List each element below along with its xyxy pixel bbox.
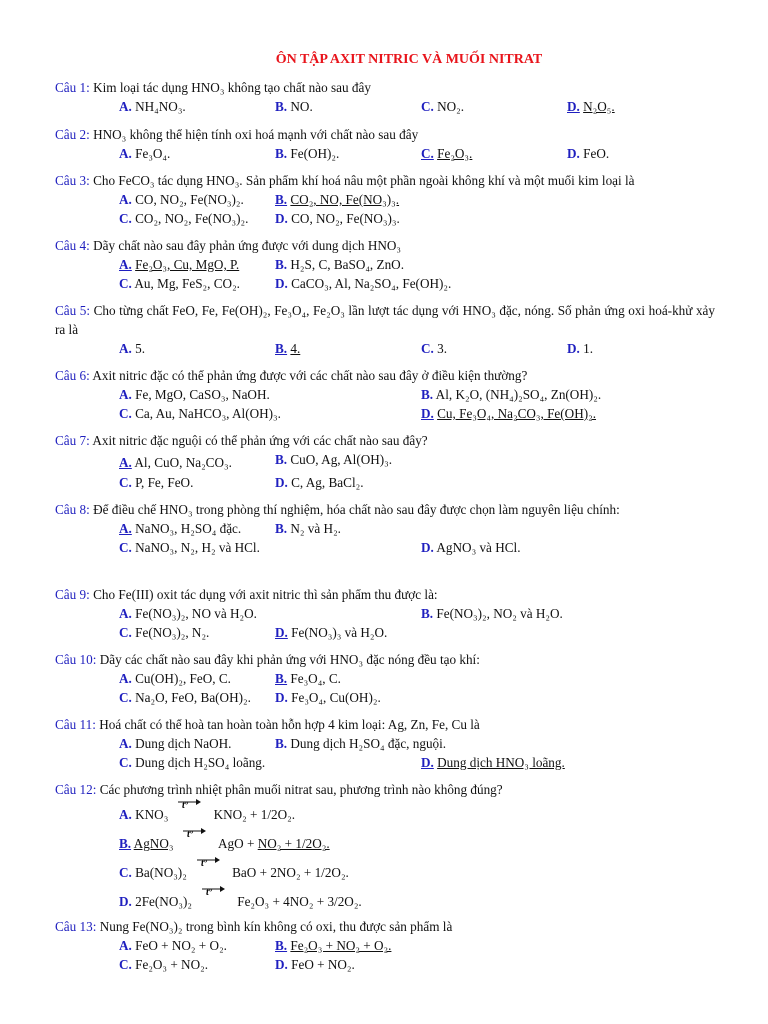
question-stem: Cho Fe(III) oxit tác dụng với axit nitric thì sản phẩm thu được là:	[93, 587, 438, 602]
option-c: C. Au, Mg, FeS₂, CO₂.	[119, 276, 240, 291]
question-13	[55, 917, 715, 974]
question-3	[55, 171, 715, 228]
option-a: A. NH₄NO₃.	[119, 99, 186, 114]
question-stem: Hoá chất có thể hoà tan hoàn toàn hỗn hợp 4 kim loại: Ag, Zn, Fe, Cu là	[99, 717, 480, 732]
option-a: A. Dung dịch NaOH.	[119, 736, 232, 751]
option-a: A. CO, NO₂, Fe(NO₃)₂.	[119, 192, 244, 207]
question-1	[55, 78, 715, 116]
option-c: C. Fe₂O₃ + NO₂.	[119, 957, 209, 972]
heat-arrow-icon	[174, 799, 204, 823]
heat-arrow-icon	[193, 857, 223, 881]
svg-text:tº: tº	[187, 828, 194, 840]
question-label: Câu 5:	[55, 303, 91, 318]
question-stem: HNO₃ không thể hiện tính oxi hoá mạnh với chất nào sau đây	[93, 127, 419, 142]
option-b: B. N₂ và H₂.	[275, 521, 341, 536]
equation-c: C. Ba(NO₃)₂ tº BaO + 2NO₂ + 1/2O₂.	[119, 857, 349, 880]
question-stem: Cho từng chất FeO, Fe, Fe(OH)₂, Fe₃O₄, Fe₂O₃ lần lượt tác dụng với HNO₃ đặc, nóng. Số phản ứng oxi hoá-khử xảy ra là	[55, 303, 715, 337]
question-label: Câu 12:	[55, 782, 97, 797]
option-b: B. CuO, Ag, Al(OH)₃.	[275, 452, 393, 467]
option-d: D. CaCO₃, Al, Na₂SO₄, Fe(OH)₂.	[275, 276, 452, 291]
heat-arrow-icon	[198, 886, 228, 910]
option-c: C. Ca, Au, NaHCO₃, Al(OH)₃.	[119, 406, 281, 421]
svg-text:tº: tº	[182, 799, 189, 811]
option-d: D. C, Ag, BaCl₂.	[275, 475, 364, 490]
option-d: D. FeO.	[567, 146, 610, 161]
question-label: Câu 10:	[55, 652, 97, 667]
option-d: D. N₂O₅.	[567, 99, 615, 114]
option-a: A. Cu(OH)₂, FeO, C.	[119, 671, 231, 686]
question-10	[55, 650, 715, 707]
question-4	[55, 236, 715, 293]
svg-text:tº: tº	[200, 857, 207, 869]
question-11	[55, 715, 715, 772]
option-d: D. Cu, Fe₃O₄, Na₂CO₃, Fe(OH)₂.	[421, 406, 597, 421]
question-label: Câu 8:	[55, 502, 90, 517]
question-stem: Nung Fe(NO₃)₂ trong bình kín không có oxi, thu được sản phẩm là	[99, 919, 453, 934]
option-d: D. CO, NO₂, Fe(NO₃)₃.	[275, 211, 400, 226]
option-c: C. Dung dịch H₂SO₄ loãng.	[119, 755, 266, 770]
question-6	[55, 366, 715, 423]
option-b: B. 4.	[275, 341, 301, 356]
page-title: ÔN TẬP AXIT NITRIC VÀ MUỐI NITRAT	[275, 52, 543, 67]
option-d: D. Fe(NO₃)₃ và H₂O.	[275, 625, 388, 640]
question-8	[55, 500, 715, 557]
option-a: A. 5.	[119, 341, 146, 356]
option-a: A. Fe, MgO, CaSO₃, NaOH.	[119, 387, 270, 402]
equation-d: D. 2Fe(NO₃)₂ tº Fe₂O₃ + 4NO₂ + 3/2O₂.	[119, 886, 362, 909]
question-stem: Các phương trình nhiệt phân muối nitrat sau, phương trình nào không đúng?	[99, 782, 503, 797]
option-a: A. NaNO₃, H₂SO₄ đặc.	[119, 521, 242, 536]
equation-a: A. KNO₃ tº KNO₂ + 1/2O₂.	[119, 799, 296, 822]
option-d: D. 1.	[567, 341, 594, 356]
option-d: D. FeO + NO₂.	[275, 957, 355, 972]
option-a: A. Fe₃O₄.	[119, 146, 171, 161]
option-b: B. Fe₃O₄, C.	[275, 671, 341, 686]
option-b: B. Al, K₂O, (NH₄)₂SO₄, Zn(OH)₂.	[421, 387, 602, 402]
question-label: Câu 9:	[55, 587, 90, 602]
question-label: Câu 11:	[55, 717, 96, 732]
question-stem: Axit nitric đặc có thể phản ứng được với các chất nào sau đây ở điều kiện thường?	[92, 368, 528, 383]
option-d: D. AgNO₃ và HCl.	[421, 540, 521, 555]
equation-b: B. AgNO₃ tº AgO + NO₂ + 1/2O₂.	[119, 828, 330, 851]
question-stem: Axit nitric đặc nguội có thể phản ứng với các chất nào sau đây?	[92, 433, 428, 448]
option-b: B. CO₂, NO, Fe(NO₃)₃.	[275, 192, 400, 207]
option-d: D. Fe₃O₄, Cu(OH)₂.	[275, 690, 381, 705]
question-label: Câu 6:	[55, 368, 90, 383]
question-stem: Kim loại tác dụng HNO₃ không tạo chất nào sau đây	[93, 80, 371, 95]
question-label: Câu 3:	[55, 173, 90, 188]
option-c: C. Fe₂O₃.	[421, 146, 473, 161]
question-stem: Dãy chất nào sau đây phản ứng được với dung dịch HNO₃	[93, 238, 401, 253]
question-12	[55, 780, 715, 915]
question-label: Câu 4:	[55, 238, 90, 253]
option-b: B. NO.	[275, 99, 313, 114]
option-b: B. Fe(OH)₂.	[275, 146, 340, 161]
option-c: C. CO₂, NO₂, Fe(NO₃)₂.	[119, 211, 249, 226]
question-stem: Dãy các chất nào sau đây khi phản ứng với HNO₃ đặc nóng đều tạo khí:	[99, 652, 480, 667]
option-b: B. Dung dịch H₂SO₄ đặc, nguội.	[275, 736, 447, 751]
option-a: A. FeO + NO₂ + O₂.	[119, 938, 227, 953]
option-b: B. Fe₂O₃ + NO₂ + O₂.	[275, 938, 392, 953]
question-stem: Để điều chế HNO₃ trong phòng thí nghiệm, hóa chất nào sau đây được chọn làm nguyên liệu chính:	[93, 502, 620, 517]
option-a: A. Fe(NO₃)₂, NO và H₂O.	[119, 606, 257, 621]
option-a: A. Al, CuO, Na₂CO₃.	[119, 455, 232, 470]
question-7	[55, 431, 715, 492]
question-9	[55, 585, 715, 642]
svg-text:tº: tº	[205, 886, 212, 898]
option-c: C. Fe(NO₃)₂, N₂.	[119, 625, 210, 640]
question-stem: Cho FeCO₃ tác dụng HNO₃. Sản phẩm khí hoá nâu một phần ngoài không khí và một muối kim loại là	[93, 173, 635, 188]
heat-arrow-icon	[179, 828, 209, 852]
option-c: C. NaNO₃, N₂, H₂ và HCl.	[119, 540, 260, 555]
question-label: Câu 2:	[55, 127, 90, 142]
option-c: C. Na₂O, FeO, Ba(OH)₂.	[119, 690, 251, 705]
option-c: C. 3.	[421, 341, 448, 356]
option-c: C. NO₂.	[421, 99, 465, 114]
option-b: B. H₂S, C, BaSO₄, ZnO.	[275, 257, 404, 272]
option-c: C. P, Fe, FeO.	[119, 475, 194, 490]
question-label: Câu 13:	[55, 919, 97, 934]
question-label: Câu 7:	[55, 433, 90, 448]
question-5	[55, 301, 715, 358]
question-label: Câu 1:	[55, 80, 90, 95]
option-a: A. Fe₂O₃, Cu, MgO, P.	[119, 257, 240, 272]
option-b: B. Fe(NO₃)₂, NO₂ và H₂O.	[421, 606, 563, 621]
option-d: D. Dung dịch HNO₃ loãng.	[421, 755, 565, 770]
question-2	[55, 125, 715, 163]
